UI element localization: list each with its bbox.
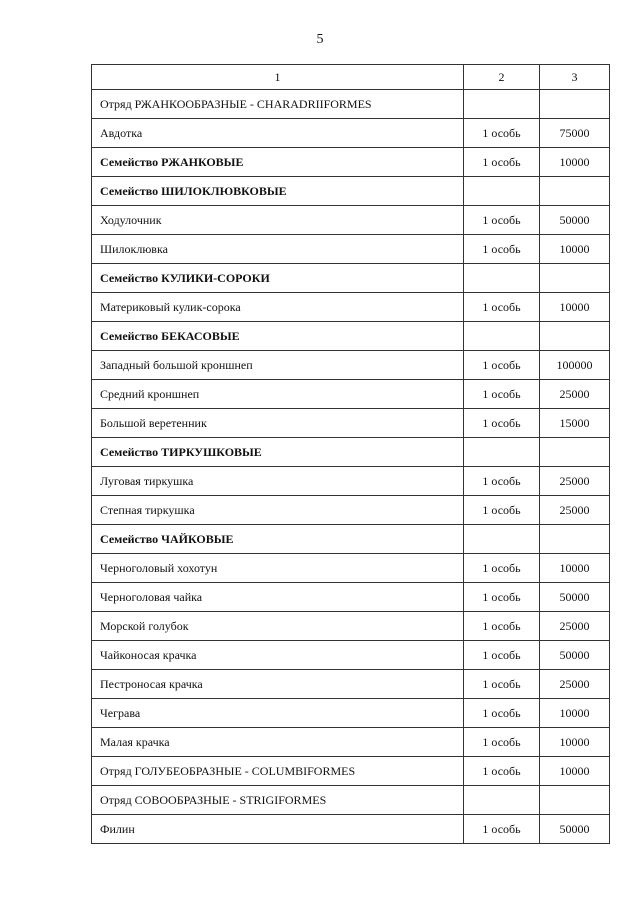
name-cell: Отряд СОВООБРАЗНЫЕ - STRIGIFORMES bbox=[92, 786, 464, 815]
name-cell: Средний кроншнеп bbox=[92, 380, 464, 409]
table-row bbox=[92, 641, 610, 670]
name-cell: Шилоклювка bbox=[92, 235, 464, 264]
name-cell: Семейство БЕКАСОВЫЕ bbox=[92, 322, 464, 351]
name-cell: Луговая тиркушка bbox=[92, 467, 464, 496]
table-row bbox=[92, 612, 610, 641]
column-header-2: 2 bbox=[464, 65, 540, 90]
unit-cell: 1 особь bbox=[464, 380, 540, 409]
name-cell: Большой веретенник bbox=[92, 409, 464, 438]
unit-cell: 1 особь bbox=[464, 351, 540, 380]
order-row bbox=[92, 90, 610, 119]
page-number: 5 bbox=[316, 32, 324, 47]
family-row bbox=[92, 177, 610, 206]
name-cell: Западный большой кроншнеп bbox=[92, 351, 464, 380]
amount-cell: 25000 bbox=[540, 496, 610, 525]
unit-cell: 1 особь bbox=[464, 670, 540, 699]
unit-cell: 1 особь bbox=[464, 815, 540, 844]
unit-cell bbox=[464, 322, 540, 351]
table-row bbox=[92, 554, 610, 583]
name-cell: Черноголовая чайка bbox=[92, 583, 464, 612]
name-cell: Чеграва bbox=[92, 699, 464, 728]
name-cell: Материковый кулик-сорока bbox=[92, 293, 464, 322]
amount-cell: 25000 bbox=[540, 380, 610, 409]
table-row bbox=[92, 496, 610, 525]
amount-cell: 10000 bbox=[540, 293, 610, 322]
unit-cell: 1 особь bbox=[464, 119, 540, 148]
unit-cell: 1 особь bbox=[464, 409, 540, 438]
unit-cell bbox=[464, 525, 540, 554]
name-cell: Семейство ШИЛОКЛЮВКОВЫЕ bbox=[92, 177, 464, 206]
family-row bbox=[92, 525, 610, 554]
name-cell: Малая крачка bbox=[92, 728, 464, 757]
unit-cell: 1 особь bbox=[464, 293, 540, 322]
unit-cell: 1 особь bbox=[464, 699, 540, 728]
table-row bbox=[92, 293, 610, 322]
amount-cell bbox=[540, 525, 610, 554]
name-cell: Черноголовый хохотун bbox=[92, 554, 464, 583]
unit-cell: 1 особь bbox=[464, 554, 540, 583]
table-row bbox=[92, 380, 610, 409]
table-row bbox=[92, 119, 610, 148]
family-row bbox=[92, 264, 610, 293]
amount-cell bbox=[540, 438, 610, 467]
unit-cell: 1 особь bbox=[464, 583, 540, 612]
species-table bbox=[91, 64, 610, 844]
order-row bbox=[92, 786, 610, 815]
family-row bbox=[92, 148, 610, 177]
table-row bbox=[92, 670, 610, 699]
amount-cell: 25000 bbox=[540, 612, 610, 641]
amount-cell bbox=[540, 786, 610, 815]
amount-cell: 15000 bbox=[540, 409, 610, 438]
unit-cell: 1 особь bbox=[464, 757, 540, 786]
name-cell: Пестроносая крачка bbox=[92, 670, 464, 699]
amount-cell: 100000 bbox=[540, 351, 610, 380]
family-row bbox=[92, 438, 610, 467]
amount-cell: 10000 bbox=[540, 148, 610, 177]
table-row bbox=[92, 728, 610, 757]
order-row bbox=[92, 757, 610, 786]
unit-cell: 1 особь bbox=[464, 728, 540, 757]
amount-cell: 10000 bbox=[540, 757, 610, 786]
unit-cell bbox=[464, 786, 540, 815]
table-row bbox=[92, 206, 610, 235]
name-cell: Семейство ТИРКУШКОВЫЕ bbox=[92, 438, 464, 467]
name-cell: Филин bbox=[92, 815, 464, 844]
name-cell: Ходулочник bbox=[92, 206, 464, 235]
species-table-body bbox=[92, 65, 610, 844]
name-cell: Семейство ЧАЙКОВЫЕ bbox=[92, 525, 464, 554]
table-row bbox=[92, 235, 610, 264]
unit-cell: 1 особь bbox=[464, 235, 540, 264]
amount-cell: 10000 bbox=[540, 554, 610, 583]
name-cell: Чайконосая крачка bbox=[92, 641, 464, 670]
unit-cell: 1 особь bbox=[464, 612, 540, 641]
column-header-3: 3 bbox=[540, 65, 610, 90]
unit-cell bbox=[464, 264, 540, 293]
amount-cell: 50000 bbox=[540, 815, 610, 844]
amount-cell bbox=[540, 90, 610, 119]
amount-cell bbox=[540, 177, 610, 206]
amount-cell: 50000 bbox=[540, 583, 610, 612]
amount-cell bbox=[540, 322, 610, 351]
unit-cell bbox=[464, 90, 540, 119]
name-cell: Отряд РЖАНКООБРАЗНЫЕ - CHARADRIIFORMES bbox=[92, 90, 464, 119]
table-row bbox=[92, 699, 610, 728]
amount-cell: 10000 bbox=[540, 728, 610, 757]
amount-cell: 50000 bbox=[540, 206, 610, 235]
unit-cell: 1 особь bbox=[464, 206, 540, 235]
column-header-1: 1 bbox=[92, 65, 464, 90]
unit-cell: 1 особь bbox=[464, 496, 540, 525]
amount-cell: 10000 bbox=[540, 699, 610, 728]
unit-cell: 1 особь bbox=[464, 641, 540, 670]
name-cell: Авдотка bbox=[92, 119, 464, 148]
name-cell: Семейство КУЛИКИ-СОРОКИ bbox=[92, 264, 464, 293]
table-row bbox=[92, 409, 610, 438]
amount-cell: 25000 bbox=[540, 467, 610, 496]
unit-cell: 1 особь bbox=[464, 467, 540, 496]
table-row bbox=[92, 467, 610, 496]
name-cell: Степная тиркушка bbox=[92, 496, 464, 525]
unit-cell: 1 особь bbox=[464, 148, 540, 177]
table-header-row bbox=[92, 65, 610, 90]
name-cell: Отряд ГОЛУБЕОБРАЗНЫЕ - COLUMBIFORMES bbox=[92, 757, 464, 786]
name-cell: Семейство РЖАНКОВЫЕ bbox=[92, 148, 464, 177]
unit-cell bbox=[464, 177, 540, 206]
amount-cell bbox=[540, 264, 610, 293]
amount-cell: 25000 bbox=[540, 670, 610, 699]
amount-cell: 75000 bbox=[540, 119, 610, 148]
amount-cell: 10000 bbox=[540, 235, 610, 264]
name-cell: Морской голубок bbox=[92, 612, 464, 641]
amount-cell: 50000 bbox=[540, 641, 610, 670]
unit-cell bbox=[464, 438, 540, 467]
table-row bbox=[92, 583, 610, 612]
table-row bbox=[92, 815, 610, 844]
table-row bbox=[92, 351, 610, 380]
family-row bbox=[92, 322, 610, 351]
